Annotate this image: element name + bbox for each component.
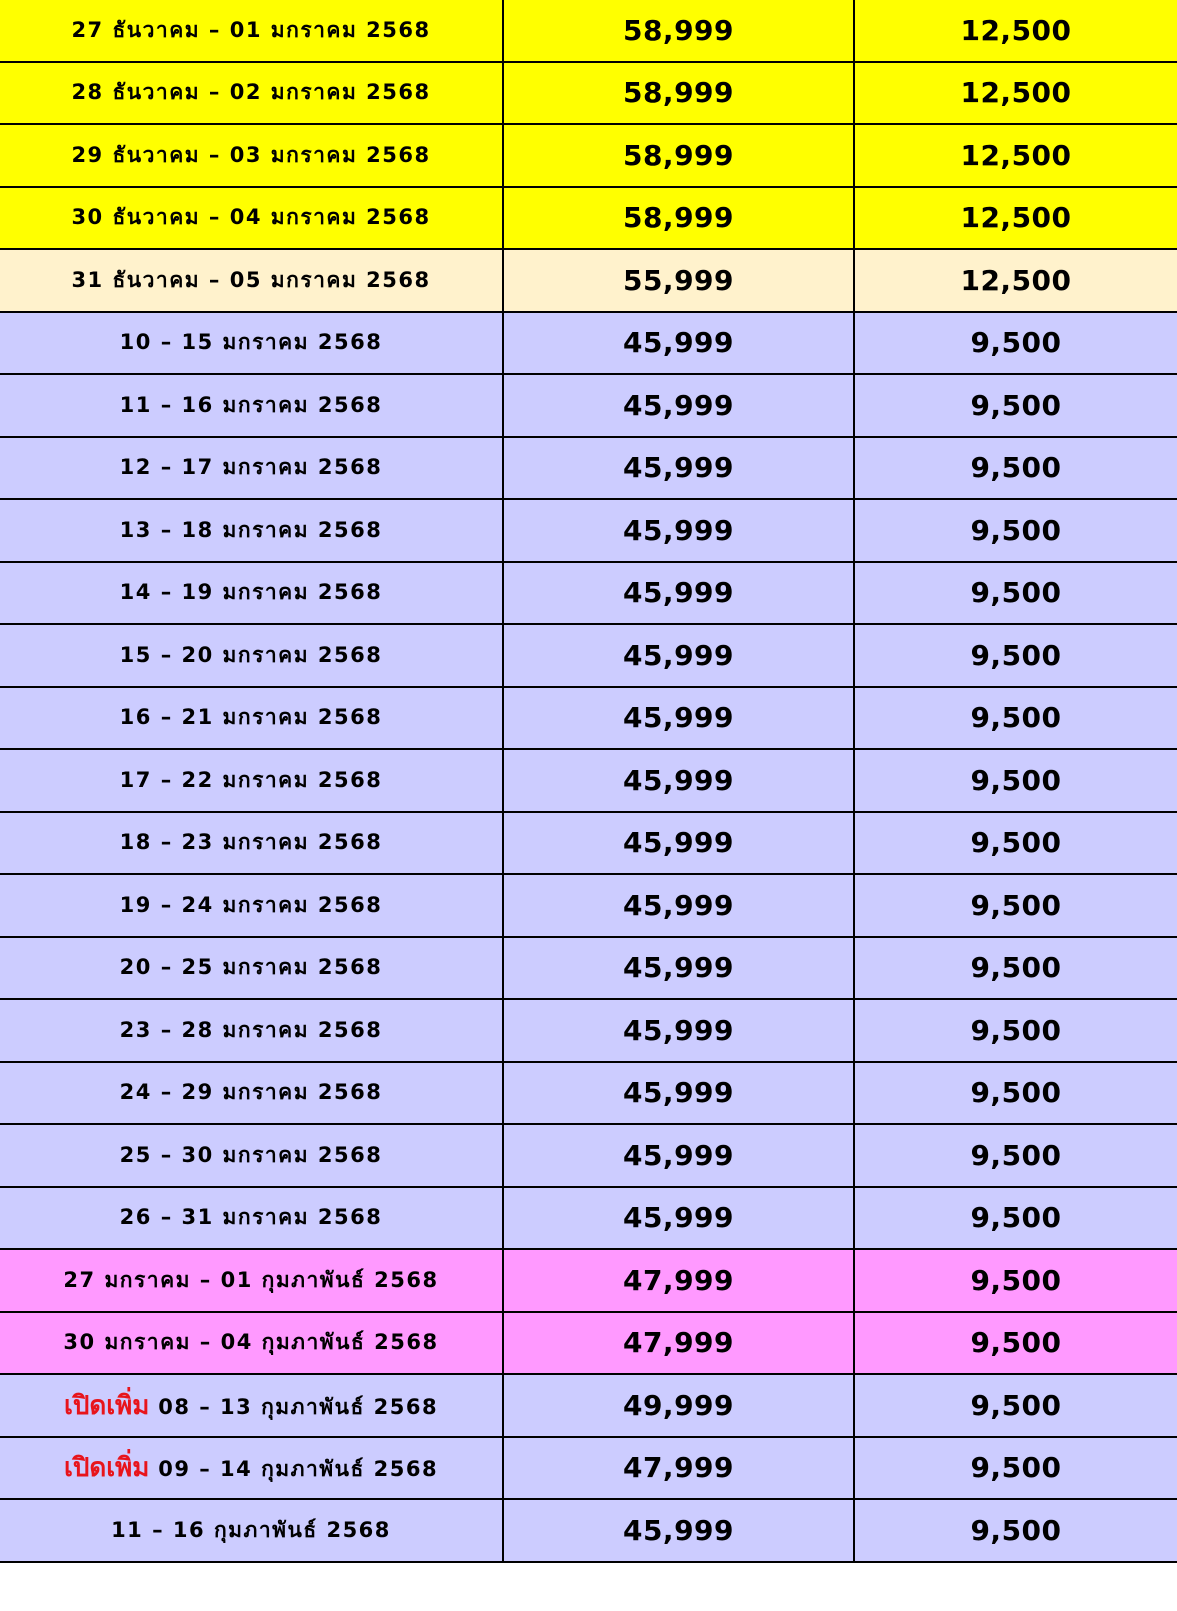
tour-price-cell: 45,999 [503, 874, 854, 937]
single-supplement-cell: 9,500 [854, 624, 1177, 687]
table-row [0, 62, 1177, 125]
tour-price-cell: 45,999 [503, 1124, 854, 1187]
single-supplement-cell: 9,500 [854, 499, 1177, 562]
travel-date-text: 19 – 24 มกราคม 2568 [119, 892, 383, 917]
table-row [0, 437, 1177, 500]
single-supplement-cell: 9,500 [854, 562, 1177, 625]
travel-date-cell [0, 999, 503, 1062]
tour-price-cell: 47,999 [503, 1249, 854, 1312]
travel-date-text: 28 ธันวาคม – 02 มกราคม 2568 [71, 80, 431, 105]
tour-price-cell: 45,999 [503, 1187, 854, 1250]
travel-date-text: 29 ธันวาคม – 03 มกราคม 2568 [71, 142, 431, 167]
travel-date-text: 30 ธันวาคม – 04 มกราคม 2568 [71, 205, 431, 230]
travel-date-cell [0, 0, 503, 62]
travel-date-cell [0, 562, 503, 625]
single-supplement-cell: 12,500 [854, 0, 1177, 62]
single-supplement-cell: 9,500 [854, 1437, 1177, 1500]
travel-date-text: 14 – 19 มกราคม 2568 [119, 580, 383, 605]
table-row [0, 1187, 1177, 1250]
table-row [0, 312, 1177, 375]
travel-date-cell [0, 1499, 503, 1562]
travel-date-text: 27 มกราคม – 01 กุมภาพันธ์ 2568 [63, 1267, 439, 1292]
single-supplement-cell: 9,500 [854, 312, 1177, 375]
single-supplement-cell: 9,500 [854, 1374, 1177, 1437]
travel-date-text: 20 – 25 มกราคม 2568 [119, 955, 383, 980]
travel-date-cell [0, 124, 503, 187]
travel-date-cell [0, 374, 503, 437]
single-supplement-cell: 9,500 [854, 1124, 1177, 1187]
travel-date-text: 13 – 18 มกราคม 2568 [119, 517, 383, 542]
travel-date-text: 30 มกราคม – 04 กุมภาพันธ์ 2568 [63, 1330, 439, 1355]
tour-price-cell: 45,999 [503, 624, 854, 687]
single-supplement-cell: 9,500 [854, 1187, 1177, 1250]
table-row [0, 1437, 1177, 1500]
travel-date-text: 25 – 30 มกราคม 2568 [119, 1142, 383, 1167]
tour-price-cell: 45,999 [503, 937, 854, 1000]
travel-date-cell [0, 62, 503, 125]
single-supplement-cell: 12,500 [854, 249, 1177, 312]
table-row [0, 1249, 1177, 1312]
travel-date-text: 31 ธันวาคม – 05 มกราคม 2568 [71, 267, 431, 292]
single-supplement-cell: 9,500 [854, 749, 1177, 812]
extra-departure-label: เปิดเพิ่ม [63, 1390, 150, 1421]
table-row [0, 1062, 1177, 1125]
tour-price-cell: 45,999 [503, 437, 854, 500]
travel-date-cell [0, 312, 503, 375]
single-supplement-cell: 9,500 [854, 812, 1177, 875]
table-row [0, 187, 1177, 250]
tour-price-cell: 58,999 [503, 0, 854, 62]
travel-date-text: 09 – 14 กุมภาพันธ์ 2568 [158, 1457, 439, 1482]
table-row [0, 374, 1177, 437]
single-supplement-cell: 9,500 [854, 1249, 1177, 1312]
travel-date-cell [0, 812, 503, 875]
travel-date-text: 16 – 21 มกราคม 2568 [119, 705, 383, 730]
table-row [0, 874, 1177, 937]
single-supplement-cell: 9,500 [854, 437, 1177, 500]
tour-price-cell: 45,999 [503, 562, 854, 625]
table-row [0, 1312, 1177, 1375]
travel-date-text: 15 – 20 มกราคม 2568 [119, 642, 383, 667]
tour-price-cell: 45,999 [503, 812, 854, 875]
travel-date-text: 08 – 13 กุมภาพันธ์ 2568 [158, 1394, 439, 1419]
tour-price-cell: 45,999 [503, 1062, 854, 1125]
travel-date-cell [0, 1124, 503, 1187]
travel-date-text: 26 – 31 มกราคม 2568 [119, 1205, 383, 1230]
travel-date-text: 11 – 16 กุมภาพันธ์ 2568 [111, 1517, 391, 1542]
single-supplement-cell: 12,500 [854, 187, 1177, 250]
travel-date-cell [0, 1374, 503, 1437]
travel-date-cell [0, 937, 503, 1000]
tour-price-cell: 47,999 [503, 1312, 854, 1375]
single-supplement-cell: 9,500 [854, 687, 1177, 750]
tour-price-cell: 45,999 [503, 749, 854, 812]
travel-date-cell [0, 187, 503, 250]
tour-price-cell: 45,999 [503, 499, 854, 562]
single-supplement-cell: 12,500 [854, 62, 1177, 125]
travel-date-cell [0, 1312, 503, 1375]
tour-price-cell: 45,999 [503, 687, 854, 750]
travel-date-cell [0, 1187, 503, 1250]
single-supplement-cell: 9,500 [854, 374, 1177, 437]
tour-price-cell: 58,999 [503, 187, 854, 250]
travel-date-text: 11 – 16 มกราคม 2568 [119, 392, 383, 417]
single-supplement-cell: 9,500 [854, 1499, 1177, 1562]
single-supplement-cell: 9,500 [854, 999, 1177, 1062]
table-row [0, 812, 1177, 875]
table-row [0, 124, 1177, 187]
table-row [0, 749, 1177, 812]
table-row [0, 1374, 1177, 1437]
tour-price-cell: 58,999 [503, 124, 854, 187]
table-row [0, 999, 1177, 1062]
travel-date-cell [0, 1062, 503, 1125]
table-row [0, 687, 1177, 750]
travel-date-cell [0, 687, 503, 750]
travel-date-cell [0, 437, 503, 500]
table-row [0, 1124, 1177, 1187]
extra-departure-label: เปิดเพิ่ม [63, 1453, 150, 1484]
travel-date-text: 18 – 23 มกราคม 2568 [119, 830, 383, 855]
tour-price-cell: 45,999 [503, 374, 854, 437]
tour-price-cell: 45,999 [503, 1499, 854, 1562]
table-row [0, 499, 1177, 562]
travel-date-text: 23 – 28 มกราคม 2568 [119, 1017, 383, 1042]
travel-date-cell [0, 1249, 503, 1312]
travel-date-text: 17 – 22 มกราคม 2568 [119, 767, 383, 792]
travel-date-cell [0, 1437, 503, 1500]
travel-date-cell [0, 749, 503, 812]
travel-date-text: 27 ธันวาคม – 01 มกราคม 2568 [71, 17, 431, 42]
single-supplement-cell: 9,500 [854, 1312, 1177, 1375]
travel-date-cell [0, 499, 503, 562]
travel-date-text: 12 – 17 มกราคม 2568 [119, 455, 383, 480]
tour-price-cell: 49,999 [503, 1374, 854, 1437]
tour-price-cell: 45,999 [503, 312, 854, 375]
tour-price-cell: 55,999 [503, 249, 854, 312]
single-supplement-cell: 9,500 [854, 874, 1177, 937]
travel-date-text: 24 – 29 มกราคม 2568 [119, 1080, 383, 1105]
travel-date-cell [0, 624, 503, 687]
travel-date-text: 10 – 15 มกราคม 2568 [119, 330, 383, 355]
travel-date-cell [0, 874, 503, 937]
table-row [0, 249, 1177, 312]
table-row [0, 0, 1177, 62]
table-row [0, 1499, 1177, 1562]
tour-price-cell: 47,999 [503, 1437, 854, 1500]
tour-price-cell: 58,999 [503, 62, 854, 125]
single-supplement-cell: 9,500 [854, 1062, 1177, 1125]
table-row [0, 562, 1177, 625]
table-row [0, 937, 1177, 1000]
travel-date-cell [0, 249, 503, 312]
tour-price-cell: 45,999 [503, 999, 854, 1062]
single-supplement-cell: 12,500 [854, 124, 1177, 187]
single-supplement-cell: 9,500 [854, 937, 1177, 1000]
table-row [0, 624, 1177, 687]
